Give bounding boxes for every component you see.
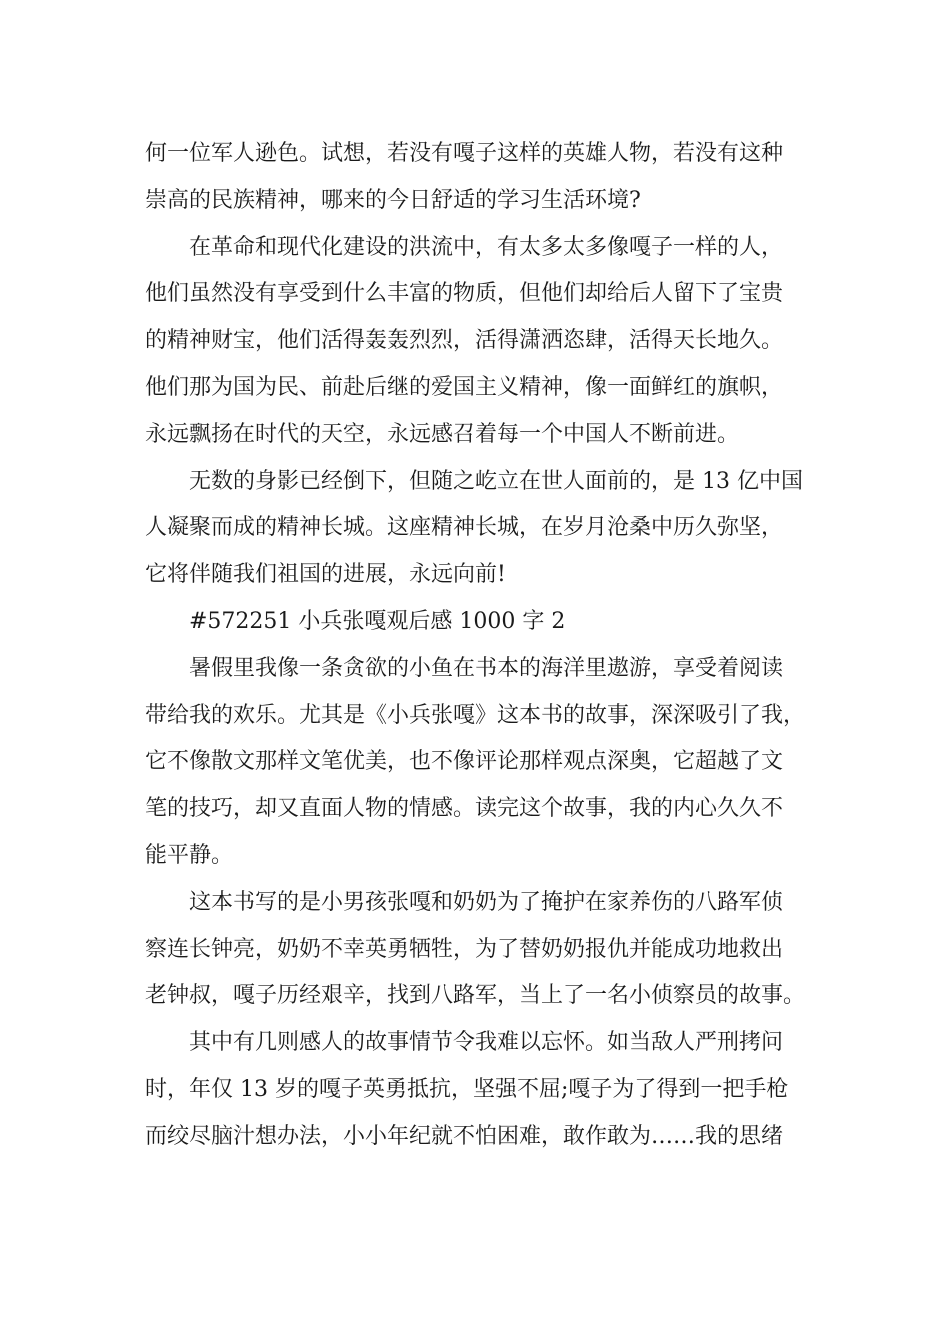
text-line: 这本书写的是小男孩张嘎和奶奶为了掩护在家养伤的八路军侦 — [189, 889, 784, 915]
text-line: 何一位军人逊色。试想，若没有嘎子这样的英雄人物，若没有这种 — [145, 141, 784, 166]
text-line: 崇高的民族精神，哪来的今日舒适的学习生活环境? — [145, 187, 641, 213]
section-heading: #572251 小兵张嘎观后感 1000 字 2 — [189, 608, 566, 634]
body-text — [145, 131, 810, 1161]
text-line: 能平静。 — [145, 842, 234, 868]
text-line: 永远飘扬在时代的天空，永远感召着每一个中国人不断前进。 — [145, 421, 740, 447]
text-line: 他们虽然没有享受到什么丰富的物质，但他们却给后人留下了宝贵 — [145, 281, 784, 307]
text-line: 其中有几则感人的故事情节令我难以忘怀。如当敌人严刑拷问 — [189, 1030, 784, 1056]
text-line: 带给我的欢乐。尤其是《小兵张嘎》这本书的故事，深深吸引了我， — [145, 702, 806, 728]
text-line: 暑假里我像一条贪欲的小鱼在书本的海洋里遨游，享受着阅读 — [189, 655, 784, 681]
text-line: 而绞尽脑汁想办法，小小年纪就不怕困难，敢作敢为……我的思绪 — [145, 1123, 784, 1149]
text-line: 时，年仅 13 岁的嘎子英勇抵抗，坚强不屈;嘎子为了得到一把手枪 — [145, 1076, 789, 1102]
text-line: 它将伴随我们祖国的进展，永远向前! — [145, 562, 506, 588]
text-line: 笔的技巧，却又直面人物的情感。读完这个故事，我的内心久久不 — [145, 796, 784, 822]
text-line: 无数的身影已经倒下，但随之屹立在世人面前的，是 13 亿中国 — [189, 468, 803, 494]
text-line: 的精神财宝，他们活得轰轰烈烈，活得潇洒恣肆，活得天长地久。 — [145, 328, 784, 354]
text-line: 他们那为国为民、前赴后继的爱国主义精神，像一面鲜红的旗帜， — [145, 374, 784, 400]
text-line: 它不像散文那样文笔优美，也不像评论那样观点深奥，它超越了文 — [145, 749, 784, 775]
text-line: 察连长钟亮，奶奶不幸英勇牺牲，为了替奶奶报仇并能成功地救出 — [145, 936, 784, 962]
text-line: 老钟叔，嘎子历经艰辛，找到八路军，当上了一名小侦察员的故事。 — [145, 983, 806, 1009]
text-line: 在革命和现代化建设的洪流中，有太多太多像嘎子一样的人， — [189, 234, 784, 260]
text-line: 人凝聚而成的精神长城。这座精神长城，在岁月沧桑中历久弥坚， — [145, 515, 784, 541]
